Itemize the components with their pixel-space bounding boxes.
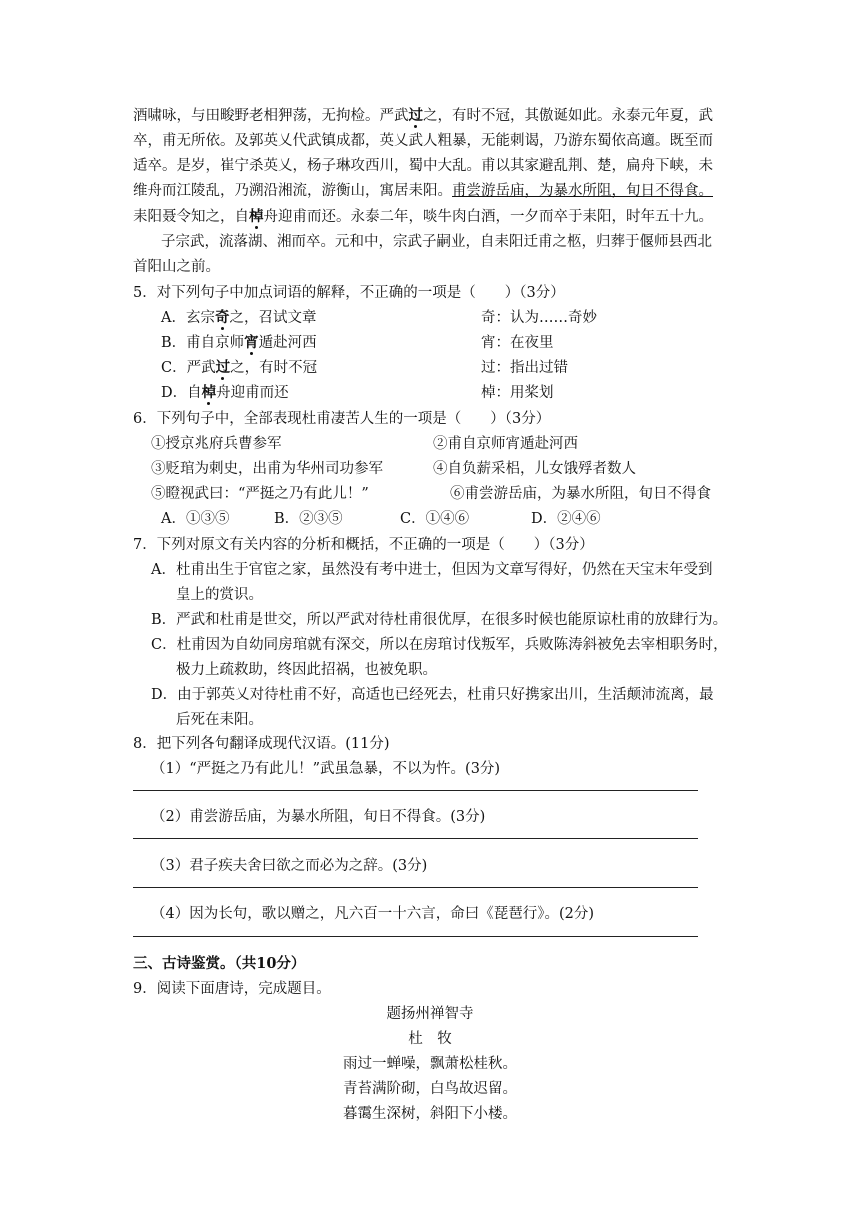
poem-author: 杜 牧 — [408, 1031, 452, 1047]
dotted-word: 宵 — [244, 334, 259, 351]
dotted-word: 棹 — [249, 208, 264, 225]
q5-stem: 5．对下列句子中加点词语的解释，不正确的一项是（ ）（3分） — [133, 285, 565, 301]
q7-option-c-line-1: C．杜甫因为自幼同房琯就有深交，所以在房琯讨伐叛军，兵败陈涛斜被免去宰相职务时， — [151, 637, 728, 653]
q6-item-2: ②甫自京师宵遁赴河西 — [433, 436, 578, 452]
answer-line-3[interactable] — [133, 887, 698, 888]
text: 之，有时不冠，其傲诞如此。永泰元年夏，武 — [423, 108, 713, 124]
answer-line-4[interactable] — [133, 936, 698, 937]
q8-sentence-3: （3）君子疾夫舍曰欲之而必为之辞。(3分) — [151, 858, 428, 874]
dotted-word: 过 — [215, 359, 231, 376]
text: 酒啸咏，与田畯野老相狎荡，无拘检。严武 — [133, 108, 409, 124]
passage-line-4 — [133, 182, 713, 200]
passage-line-7: 首阳山之前。 — [133, 259, 220, 275]
q7-stem: 7．下列对原文有关内容的分析和概括，不正确的一项是（ ）（3分） — [133, 537, 594, 553]
q5-explanation-b: 宵：在夜里 — [481, 335, 554, 351]
q6-choice-b: B．②③⑤ — [274, 511, 343, 527]
q5-option-c — [161, 359, 317, 377]
text: 维舟而江陵乱，乃溯沿湘流，游衡山，寓居耒阳。 — [133, 183, 452, 199]
q6-item-5: ⑤瞪视武曰：“严挺之乃有此儿！” — [151, 486, 369, 502]
text: 耒阳聂令知之，自 — [133, 209, 249, 225]
q5-option-d — [161, 384, 289, 402]
text: C．严武 — [161, 360, 216, 376]
q9-stem: 9．阅读下面唐诗，完成题目。 — [133, 981, 331, 997]
text: 之，召试文章 — [229, 310, 317, 326]
q5-explanation-c: 过：指出过错 — [481, 360, 568, 376]
q8-sentence-1: （1）“严挺之乃有此儿！”武虽急暴，不以为忤。(3分) — [151, 761, 501, 777]
q6-stem: 6．下列句子中，全部表现杜甫凄苦人生的一项是（ ）（3分） — [133, 411, 551, 427]
q6-item-1: ①授京兆府兵曹参军 — [151, 436, 282, 452]
q7-option-c-line-2: 极力上疏救助，终因此招祸，也被免职。 — [176, 662, 437, 678]
dotted-word: 棹 — [201, 384, 217, 401]
text: 舟迎甫而还 — [216, 385, 289, 401]
q5-explanation-d: 棹：用桨划 — [481, 385, 554, 401]
q5-option-a — [161, 309, 316, 327]
text: 舟迎甫而还。永泰二年，啖牛肉白酒，一夕而卒于耒阳，时年五十九。 — [263, 209, 713, 225]
q7-option-d-line-1: D．由于郭英乂对待杜甫不好，高适也已经死去，杜甫只好携家出川，生活颠沛流离，最 — [151, 687, 714, 703]
passage-line-2: 卒，甫无所依。及郭英乂代武镇成都，英乂武人粗暴，无能刺谒，乃游东蜀依高適。既至而 — [133, 133, 713, 149]
q5-option-b — [161, 334, 317, 352]
q7-option-a-line-1: A．杜甫出生于官宦之家，虽然没有考中进士，但因为文章写得好，仍然在天宝末年受到 — [151, 562, 713, 578]
q6-choice-c: C．①④⑥ — [400, 511, 470, 527]
q8-stem: 8．把下列各句翻译成现代汉语。(11分) — [133, 736, 390, 752]
q6-choice-a: A．①③⑤ — [161, 511, 230, 527]
poem-line-2: 青苔满阶砌，白鸟故迟留。 — [343, 1081, 517, 1097]
q6-item-3: ③贬琯为刺史，出甫为华州司功参军 — [151, 461, 383, 477]
answer-line-2[interactable] — [133, 838, 698, 839]
q5-explanation-a: 奇：认为……奇妙 — [481, 310, 597, 326]
dotted-word: 奇 — [214, 309, 230, 326]
q8-sentence-2: （2）甫尝游岳庙，为暴水所阻，旬日不得食。(3分) — [151, 809, 486, 825]
q7-option-b: B．严武和杜甫是世交，所以严武对待杜甫很优厚，在很多时候也能原谅杜甫的放肆行为。 — [151, 612, 728, 628]
poem-title: 题扬州禅智寺 — [386, 1006, 474, 1022]
text: A．玄宗 — [161, 310, 215, 326]
text: D．自 — [161, 385, 202, 401]
section-heading: 三、古诗鉴赏。（共10分） — [133, 955, 306, 972]
passage-line-1 — [133, 107, 713, 125]
q6-choice-d: D．②④⑥ — [531, 511, 601, 527]
poem-line-3: 暮霭生深树，斜阳下小楼。 — [343, 1106, 517, 1122]
text: B．甫自京师 — [161, 335, 245, 351]
text: 遁赴河西 — [258, 335, 317, 351]
text: 之，有时不冠 — [230, 360, 318, 376]
q7-option-d-line-2: 后死在耒阳。 — [176, 712, 263, 728]
q8-sentence-4: （4）因为长句，歌以赠之，凡六百一十六言，命曰《琵琶行》。(2分) — [151, 906, 595, 922]
underlined-sentence: 甫尝游岳庙，为暴水所阻，旬日不得食。 — [452, 183, 713, 199]
passage-line-6: 子宗武，流落湖、湘而卒。元和中，宗武子嗣业，自耒阳迁甫之柩，归葬于偃师县西北 — [161, 234, 712, 250]
poem-line-1: 雨过一蝉噪，飘萧松桂秋。 — [343, 1056, 517, 1072]
q7-option-a-line-2: 皇上的赏识。 — [176, 587, 263, 603]
q6-item-6: ⑥甫尝游岳庙，为暴水所阻，旬日不得食 — [450, 486, 711, 502]
q6-item-4: ④自负薪采梠，儿女饿殍者数人 — [433, 461, 636, 477]
passage-line-5 — [133, 208, 713, 226]
dotted-word: 过 — [408, 107, 423, 124]
answer-line-1[interactable] — [133, 790, 698, 791]
passage-line-3: 适卒。是岁，崔宁杀英乂，杨子琳攻西川，蜀中大乱。甫以其家避乱荆、楚，扁舟下峡，未 — [133, 158, 713, 174]
